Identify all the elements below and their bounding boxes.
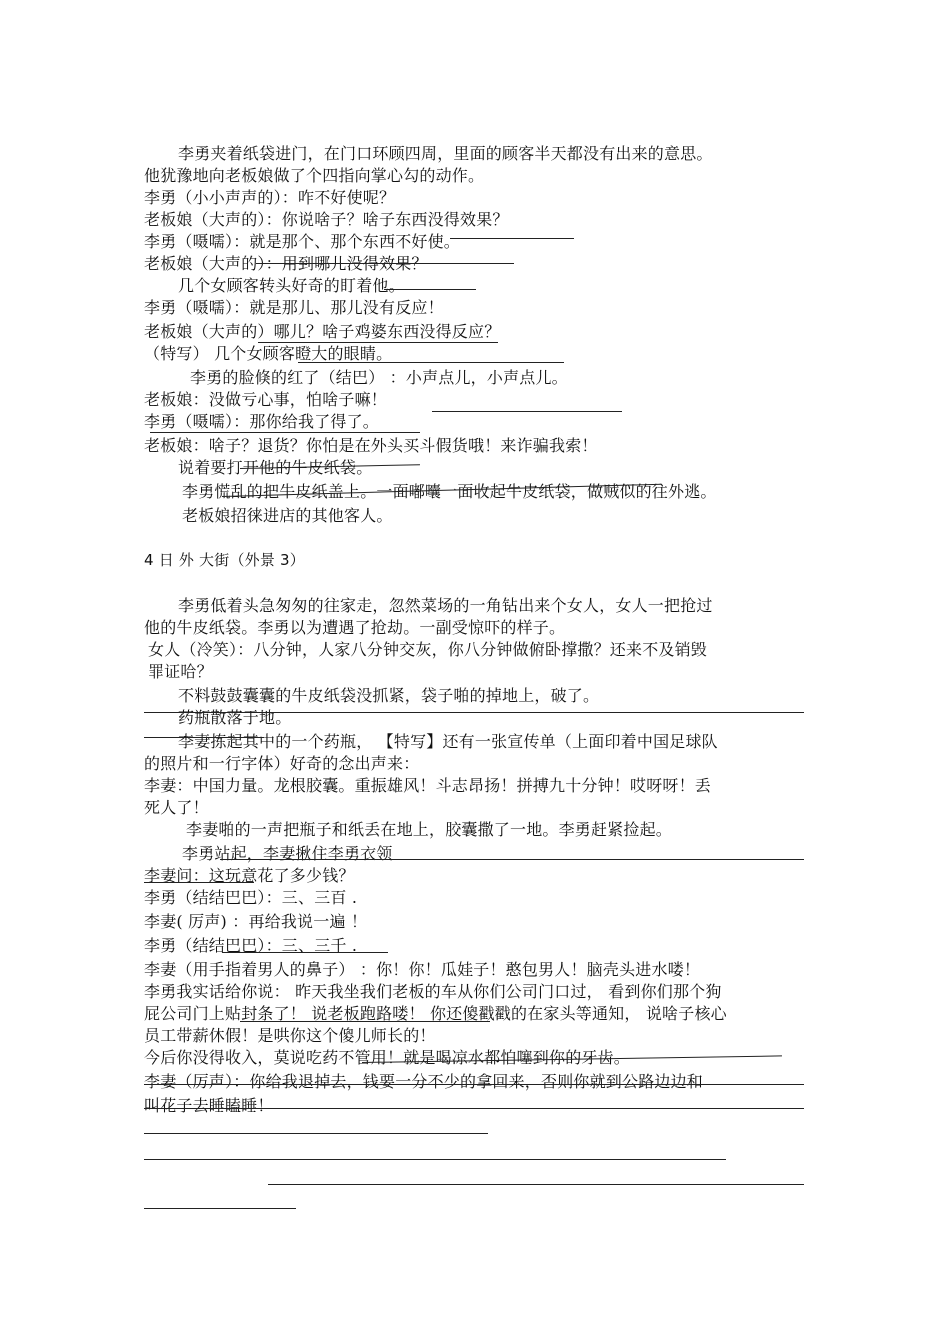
strike-line	[432, 411, 622, 412]
action-line: 说着要打开他的牛皮纸袋。	[178, 458, 373, 477]
blank-rule	[144, 1133, 488, 1134]
dialogue-line: 李妻：中国力量。龙根胶囊。重振雄风！斗志昂扬！拼搏九十分钟！哎呀呀！丢	[144, 776, 712, 795]
dialogue-line: 李妻( 厉声) ：再给我说一遍 ！	[144, 912, 368, 931]
dialogue-line: 老板娘：啥子？退货？你怕是在外头买斗假货哦！来诈骗我索！	[144, 436, 598, 455]
dialogue-line: 李勇（嗫嚅）：就是那儿、那儿没有反应！	[144, 298, 444, 317]
dialogue-line: 罪证哈？	[148, 662, 213, 681]
dialogue-line: 李妻（厉声）：你给我退掉去，钱要一分不少的拿回来，否则你就到公路边边和	[144, 1072, 704, 1091]
dialogue-line: 老板娘（大声的）：用到哪儿没得效果？	[144, 254, 428, 273]
blank-rule	[144, 1208, 296, 1209]
strike-line	[256, 263, 514, 264]
action-line: 不料鼓鼓囊囊的牛皮纸袋没抓紧，袋子啪的掉地上，破了。	[178, 686, 600, 705]
dialogue-line: 死人了！	[144, 798, 209, 817]
dialogue-line: 屁公司门上贴封条了！ 说老板跑路喽！ 你还傻戳戳的在家头等通知， 说啥子核心	[144, 1004, 727, 1023]
dialogue-line: 李妻（用手指着男人的鼻子） ：你！你！瓜娃子！憨包男人！脑壳头进水喽！	[144, 960, 701, 979]
blank-rule	[144, 1159, 726, 1160]
scene-b-paragraph-1-line-2: 他的牛皮纸袋。李勇以为遭遇了抢劫。一副受惊吓的样子。	[144, 618, 566, 637]
dialogue-line: 老板娘（大声的）：你说啥子？啥子东西没得效果？	[144, 210, 509, 229]
strike-line	[144, 1084, 804, 1085]
action-line: 李勇慌乱的把牛皮纸盖上。一面嘟囔一面收起牛皮纸袋，做贼似的往外逃。	[182, 482, 717, 501]
strike-line	[144, 882, 254, 883]
dialogue-line: 今后你没得收入，莫说吃药不管用！就是喝凉水都怕噻到你的牙齿。	[144, 1048, 631, 1067]
strike-line	[220, 859, 804, 860]
strike-line	[240, 1021, 490, 1022]
action-line: 李勇的脸倏的红了（结巴） ：小声点儿，小声点儿。	[190, 368, 568, 387]
strike-line	[222, 952, 388, 953]
action-line: 李勇站起，李妻揪住李勇衣领	[182, 844, 393, 863]
dialogue-line: 李勇我实话给你说： 昨天我坐我们老板的车从你们公司门口过， 看到你们那个狗	[144, 982, 722, 1001]
action-line: 李妻啪的一声把瓶子和纸丢在地上，胶囊撒了一地。李勇赶紧捡起。	[186, 820, 673, 839]
dialogue-line: 叫花子去睡瞌睡！	[144, 1096, 274, 1115]
dialogue-line: 老板娘：没做亏心事，怕啥子嘛！	[144, 390, 388, 409]
action-line: 药瓶散落于地。	[178, 708, 292, 727]
dialogue-line: 女人（冷笑）：八分钟，人家八分钟交灰，你八分钟做俯卧撑撒？还来不及销毁	[148, 640, 708, 659]
scene-a-paragraph-1-line-2: 他犹豫地向老板娘做了个四指向掌心勾的动作。	[144, 166, 485, 185]
dialogue-line: 李勇（嗫嚅）：就是那个、那个东西不好使。	[144, 232, 461, 251]
action-line: 老板娘招徕进店的其他客人。	[182, 506, 393, 525]
action-line: 李妻拣起其中的一个药瓶， 【特写】还有一张宣传单（上面印着中国足球队	[178, 732, 718, 751]
strike-line	[144, 1108, 804, 1109]
strike-line	[150, 432, 420, 433]
scene-a-paragraph-1-line-1: 李勇夹着纸袋进门，在门口环顾四周，里面的顾客半天都没有出来的意思。	[178, 144, 713, 163]
dialogue-line: 员工带薪休假！是哄你这个傻儿师长的！	[144, 1026, 436, 1045]
strike-line	[384, 289, 476, 290]
dialogue-line: 老板娘（大声的）哪儿？啥子鸡婆东西没得反应？	[144, 322, 501, 341]
action-line: （特写） 几个女顾客瞪大的眼睛。	[144, 344, 393, 363]
dialogue-line: 李妻问：这玩意花了多少钱？	[144, 866, 355, 885]
blank-rule	[268, 1184, 804, 1185]
dialogue-line: 李勇（嗫嚅）：那你给我了得了。	[144, 412, 380, 431]
strike-line	[258, 342, 498, 343]
action-line: 的照片和一行字体）好奇的念出声来：	[144, 754, 420, 773]
strike-line	[450, 238, 574, 239]
dialogue-line: 李勇（小小声声的）：咋不好使呢？	[144, 188, 396, 207]
action-line: 几个女顾客转头好奇的盯着他。	[178, 276, 405, 295]
scene-heading: 4 日 外 大街（外景 3）	[144, 551, 305, 569]
scene-b-paragraph-1-line-1: 李勇低着头急匆匆的往家走，忽然菜场的一角钻出来个女人，女人一把抢过	[178, 596, 713, 615]
dialogue-line: 李勇（结结巴巴）：三、三千 .	[144, 936, 358, 955]
strike-line	[298, 362, 564, 363]
strike-line	[144, 737, 264, 738]
dialogue-line: 李勇（结结巴巴）：三、三百 .	[144, 888, 358, 907]
strike-line	[144, 712, 804, 713]
